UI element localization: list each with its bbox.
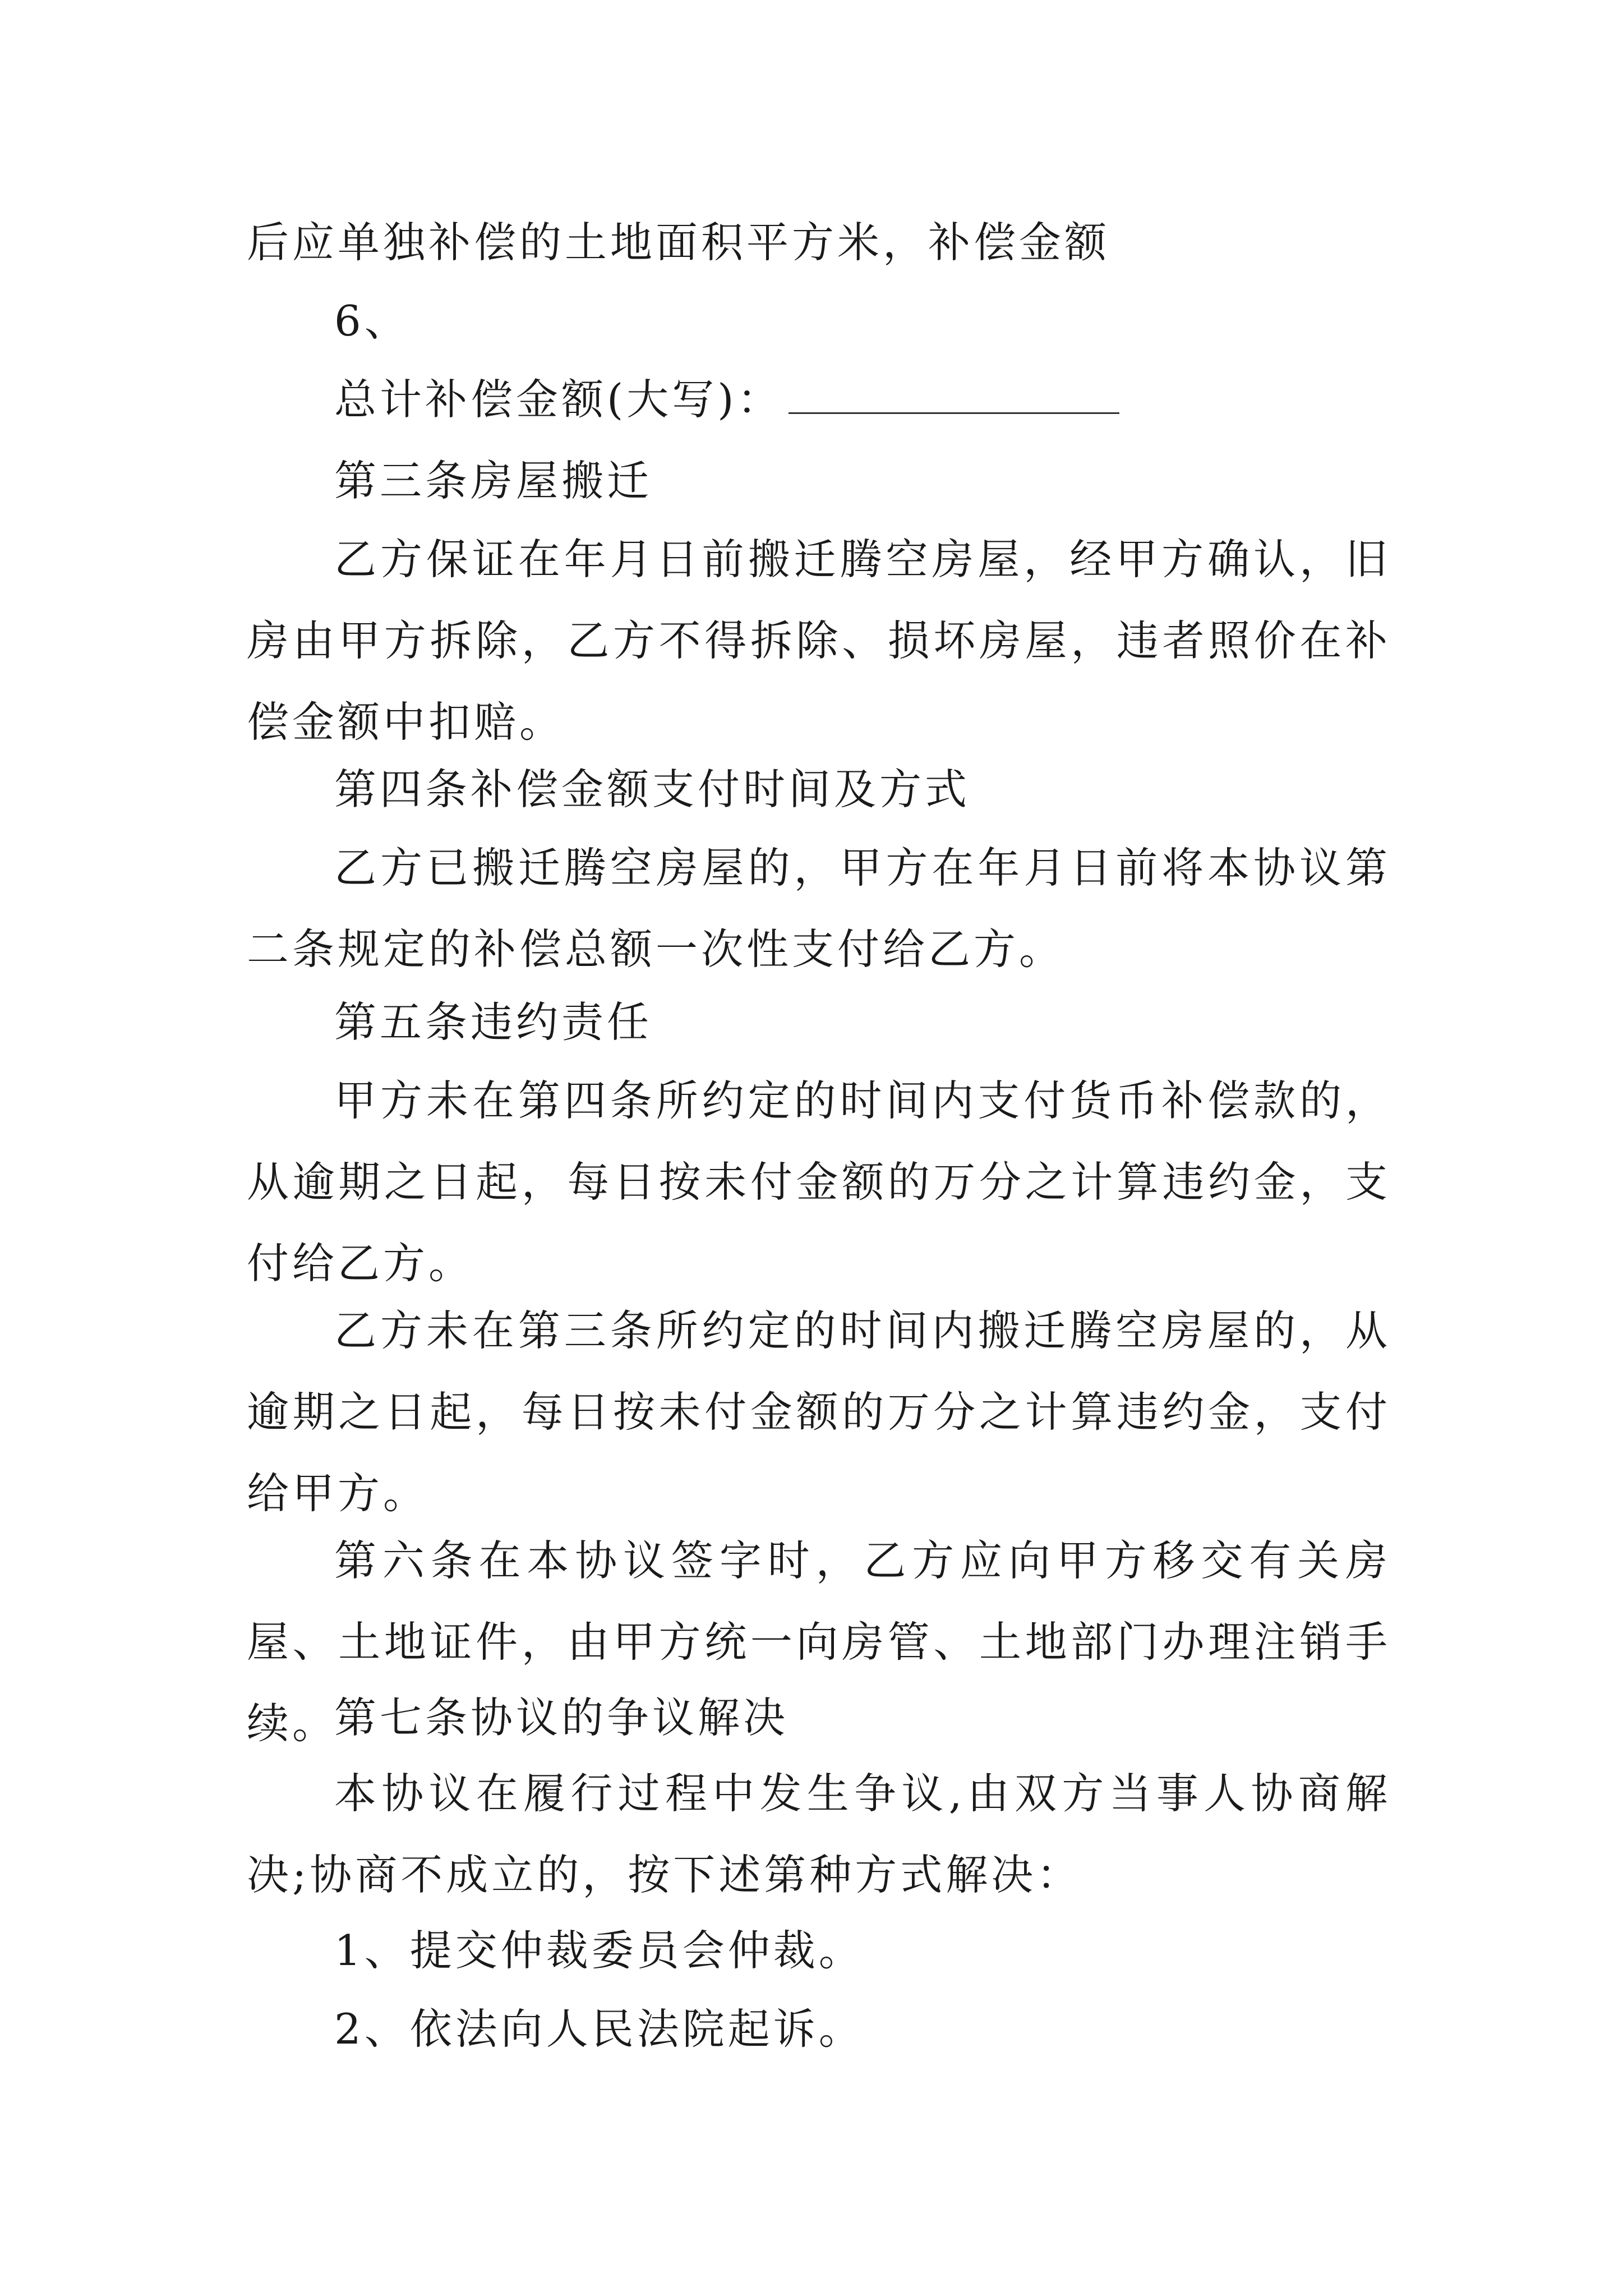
paragraph-total-amount: [247, 359, 1391, 440]
heading-article-4: 第四条补偿金额支付时间及方式: [334, 765, 971, 814]
paragraph-article-4-body: 乙方已搬迁腾空房屋的，甲方在年月日前将本协议第二条规定的补偿总额一次性支付给乙方。: [247, 843, 1391, 974]
paragraph-article-5-party-b: 乙方未在第三条所约定的时间内搬迁腾空房屋的，从逾期之日起，每日按未付金额的万分之计算违约金，支付给甲方。: [247, 1306, 1391, 1518]
paragraph-article-6: 第六条在本协议签字时，乙方应向甲方移交有关房屋、土地证件，由甲方统一向房管、土地部门办理注销手续。: [247, 1536, 1391, 1748]
heading-article-7: 第七条协议的争议解决: [334, 1693, 789, 1742]
total-amount-blank-line: [789, 379, 1119, 414]
list-item-court: 2、依法向人民法院起诉。: [334, 2004, 864, 2054]
heading-article-3: 第三条房屋搬迁: [334, 456, 653, 505]
paragraph-article-3-body: 乙方保证在年月日前搬迁腾空房屋，经甲方确认，旧房由甲方拆除，乙方不得拆除、损坏房屋，违者照价在补偿金额中扣赔。: [247, 535, 1391, 747]
heading-article-5: 第五条违约责任: [334, 997, 653, 1047]
paragraph-article-5-party-a: 甲方未在第四条所约定的时间内支付货币补偿款的，从逾期之日起，每日按未付金额的万分之计算违约金，支付给乙方。: [247, 1076, 1391, 1288]
list-item-arbitration: 1、提交仲裁委员会仲裁。: [334, 1926, 864, 1975]
paragraph-item-6: 6、: [334, 296, 410, 346]
paragraph-article-7-body: 本协议在履行过程中发生争议,由双方当事人协商解决;协商不成立的，按下述第种方式解决：: [247, 1769, 1391, 1899]
total-amount-label: 总计补偿金额(大写)：: [334, 375, 783, 424]
paragraph-land-compensation: 后应单独补偿的土地面积平方米，补偿金额: [247, 218, 1110, 267]
